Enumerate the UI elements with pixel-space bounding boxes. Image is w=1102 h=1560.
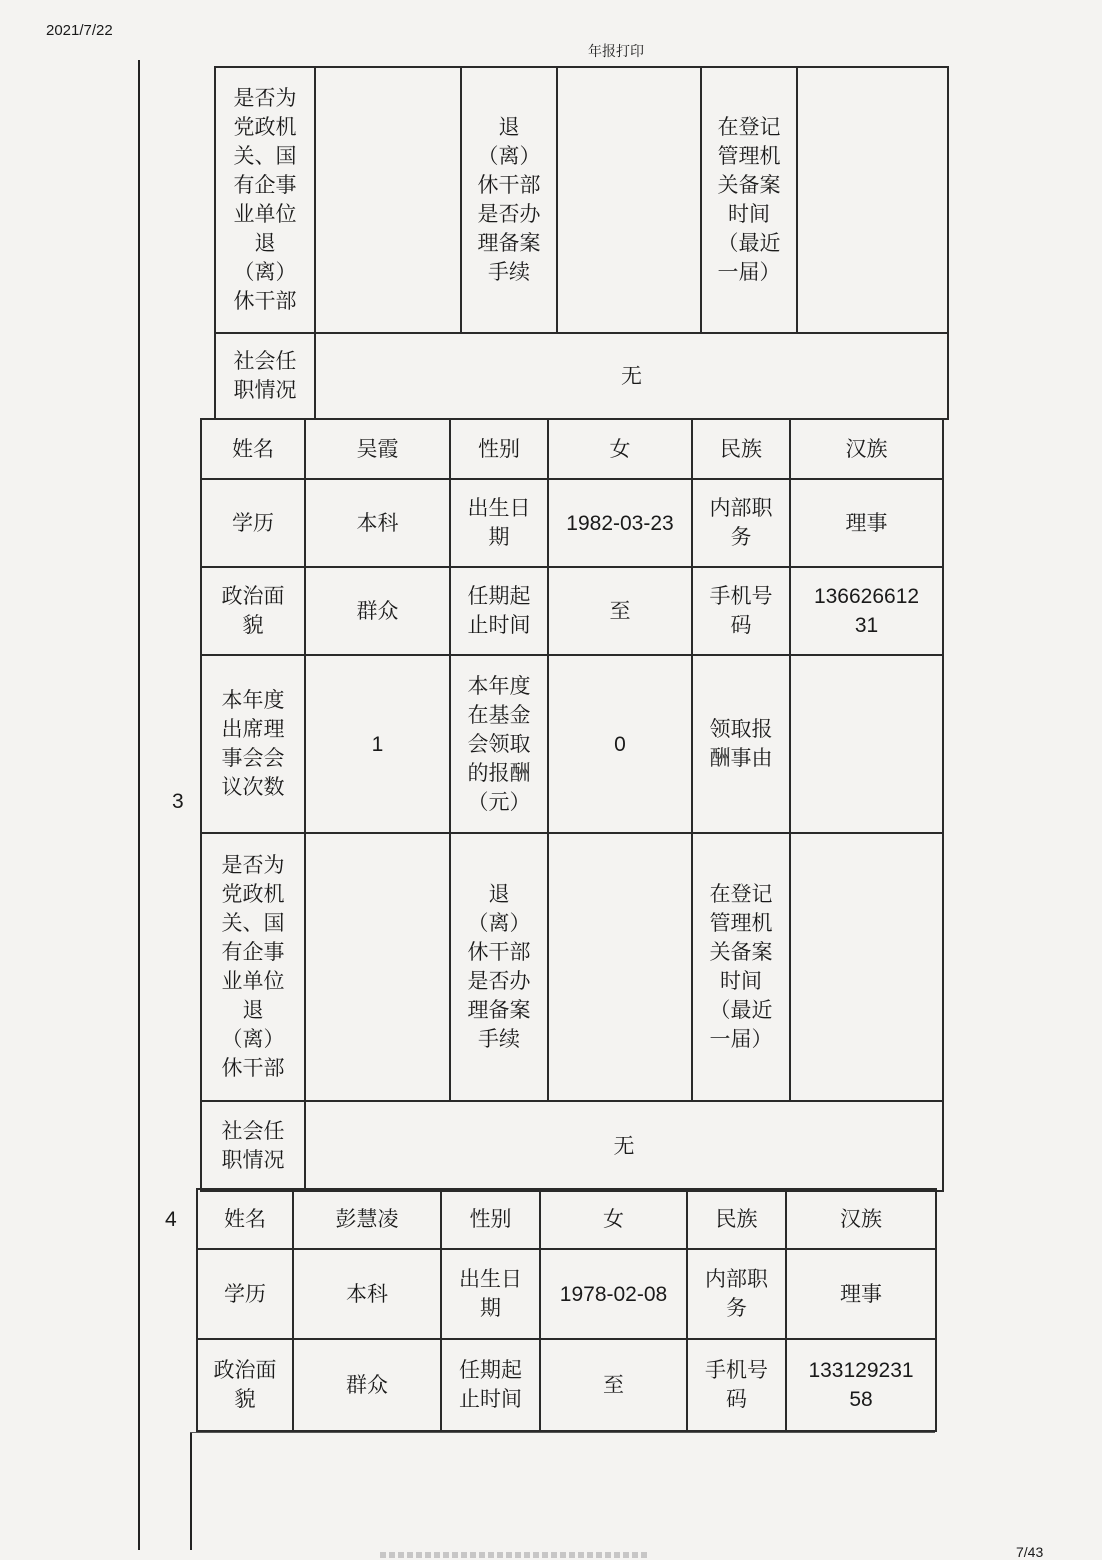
birth-date-value: 1982-03-23: [548, 479, 692, 567]
person-3-row-social: [201, 1101, 943, 1191]
education-label: 学历: [201, 479, 305, 567]
filing-question-value: [548, 833, 692, 1101]
name-value: 彭慧凌: [293, 1189, 441, 1249]
internal-position-value: 理事: [790, 479, 943, 567]
person-4-row-name: [197, 1189, 936, 1249]
person-3-row-meetings: [201, 655, 943, 833]
table-inner-border: [190, 1432, 192, 1550]
person-3-row-edu: [201, 479, 943, 567]
retired-question-label: 是否为 党政机 关、国 有企事 业单位 退 （离） 休干部: [201, 833, 305, 1101]
political-status-label: 政治面 貌: [201, 567, 305, 655]
block-a-table: [214, 66, 949, 420]
term-label: 任期起 止时间: [441, 1339, 540, 1431]
political-status-label: 政治面 貌: [197, 1339, 293, 1431]
ethnic-value: 汉族: [790, 419, 943, 479]
social-position-value: 无: [315, 333, 948, 419]
name-value: 吴霞: [305, 419, 450, 479]
filing-time-label: 在登记 管理机 关备案 时间 （最近 一届）: [701, 67, 797, 333]
filing-time-value: [790, 833, 943, 1101]
social-position-label: 社会任 职情况: [215, 333, 315, 419]
person-4-index: 4: [165, 1208, 177, 1231]
retired-question-label: 是否为 党政机 关、国 有企事 业单位 退 （离） 休干部: [215, 67, 315, 333]
filing-question-label: 退 （离） 休干部 是否办 理备案 手续: [450, 833, 548, 1101]
person-3-row-political: [201, 567, 943, 655]
person-4-row-political: [197, 1339, 936, 1431]
remuneration-value: 0: [548, 655, 692, 833]
page-number: 7/43: [1016, 1544, 1044, 1560]
phone-label: 手机号 码: [687, 1339, 786, 1431]
birth-date-value: 1978-02-08: [540, 1249, 687, 1339]
filing-time-label: 在登记 管理机 关备案 时间 （最近 一届）: [692, 833, 790, 1101]
education-value: 本科: [293, 1249, 441, 1339]
birth-date-label: 出生日 期: [450, 479, 548, 567]
footer-url-line: [380, 1552, 650, 1558]
gender-label: 性别: [450, 419, 548, 479]
retired-question-value: [315, 67, 461, 333]
filing-question-value: [557, 67, 701, 333]
name-label: 姓名: [197, 1189, 293, 1249]
gender-value: 女: [540, 1189, 687, 1249]
political-status-value: 群众: [293, 1339, 441, 1431]
person-4-row-edu: [197, 1249, 936, 1339]
term-label: 任期起 止时间: [450, 567, 548, 655]
social-position-value: 无: [305, 1101, 943, 1191]
page-header-title: 年报打印: [588, 44, 644, 60]
social-position-label: 社会任 职情况: [201, 1101, 305, 1191]
education-label: 学历: [197, 1249, 293, 1339]
phone-value: 136626612 31: [790, 567, 943, 655]
person-3-table: [200, 418, 944, 1192]
filing-time-value: [797, 67, 948, 333]
table-bottom-rule: [190, 1432, 935, 1433]
phone-label: 手机号 码: [692, 567, 790, 655]
internal-position-label: 内部职 务: [692, 479, 790, 567]
internal-position-label: 内部职 务: [687, 1249, 786, 1339]
term-value: 至: [540, 1339, 687, 1431]
ethnic-label: 民族: [687, 1189, 786, 1249]
gender-label: 性别: [441, 1189, 540, 1249]
person-3-row-name: [201, 419, 943, 479]
filing-question-label: 退 （离） 休干部 是否办 理备案 手续: [461, 67, 557, 333]
retired-question-value: [305, 833, 450, 1101]
person-3-index: 3: [172, 790, 184, 813]
print-date: 2021/7/22: [46, 22, 113, 39]
person-4-table: [196, 1188, 937, 1432]
name-label: 姓名: [201, 419, 305, 479]
remuneration-reason-label: 领取报 酬事由: [692, 655, 790, 833]
ethnic-value: 汉族: [786, 1189, 936, 1249]
ethnic-label: 民族: [692, 419, 790, 479]
block-a-retired-row: [215, 67, 948, 333]
gender-value: 女: [548, 419, 692, 479]
table-left-border: [138, 60, 140, 1550]
remuneration-label: 本年度 在基金 会领取 的报酬 （元）: [450, 655, 548, 833]
political-status-value: 群众: [305, 567, 450, 655]
remuneration-reason-value: [790, 655, 943, 833]
phone-value: 133129231 58: [786, 1339, 936, 1431]
internal-position-value: 理事: [786, 1249, 936, 1339]
block-a-social-row: [215, 333, 948, 419]
birth-date-label: 出生日 期: [441, 1249, 540, 1339]
term-value: 至: [548, 567, 692, 655]
person-3-row-retired: [201, 833, 943, 1101]
education-value: 本科: [305, 479, 450, 567]
meetings-label: 本年度 出席理 事会会 议次数: [201, 655, 305, 833]
meetings-value: 1: [305, 655, 450, 833]
